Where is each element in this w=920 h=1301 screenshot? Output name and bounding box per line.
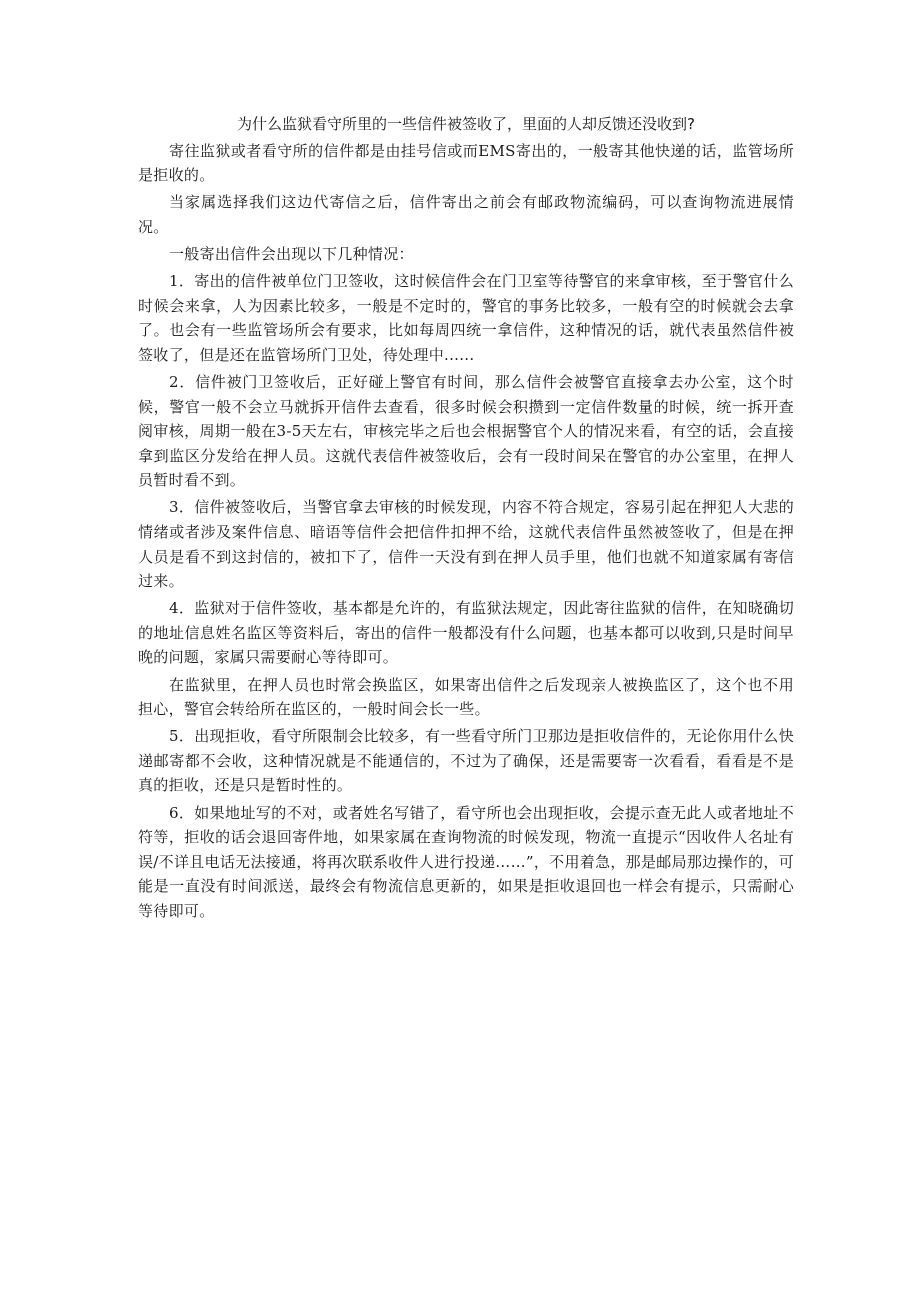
paragraph-item-6: 6．如果地址写的不对，或者姓名写错了，看守所也会出现拒收，会提示查无此人或者地址不符等，拒收的话会退回寄件地，如果家属在查询物流的时候发现，物流一直提示“因收件人名址有误/不详且电话无法接通，将再次联系收件人进行投递……”，不用着急，那是邮局那边操作的，可能是一直没有时间派送，最终会有物流信息更新的，如果是拒收退回也一样会有提示，只需耐心等待即可。	[138, 803, 794, 920]
paragraph-item-4: 4．监狱对于信件签收，基本都是允许的，有监狱法规定，因此寄往监狱的信件，在知晓确切的地址信息姓名监区等资料后，寄出的信件一般都没有什么问题，也基本都可以收到,只是时间早晚的问题，家属只需要耐心等待即可。	[138, 599, 794, 667]
paragraph-item-5: 5．出现拒收，看守所限制会比较多，有一些看守所门卫那边是拒收信件的，无论你用什么快递邮寄都不会收，这种情况就是不能通信的，不过为了确保，还是需要寄一次看看，看看是不是真的拒收，还是只是暂时性的。	[138, 727, 794, 795]
document-body	[138, 112, 794, 924]
paragraph-item-2: 2．信件被门卫签收后，正好碰上警官有时间，那么信件会被警官直接拿去办公室，这个时候，警官一般不会立马就拆开信件去查看，很多时候会积攒到一定信件数量的时候，统一拆开查阅审核，周期一般在3-5天左右，审核完毕之后也会根据警官个人的情况来看，有空的话，会直接拿到监区分发给在押人员。这就代表信件被签收后，会有一段时间呆在警官的办公室里，在押人员暂时看不到。	[138, 372, 794, 490]
paragraph-note: 在监狱里，在押人员也时常会换监区，如果寄出信件之后发现亲人被换监区了，这个也不用担心，警官会转给所在监区的，一般时间会长一些。	[138, 675, 794, 719]
paragraph-item-3: 3．信件被签收后，当警官拿去审核的时候发现，内容不符合规定，容易引起在押犯人大悲的情绪或者涉及案件信息、暗语等信件会把信件扣押不给，这就代表信件虽然被签收了，但是在押人员是看不到这封信的，被扣下了，信件一天没有到在押人员手里，他们也就不知道家属有寄信过来。	[138, 498, 794, 591]
paragraph-item-1: 1．寄出的信件被单位门卫签收，这时候信件会在门卫室等待警官的来拿审核，至于警官什么时候会来拿，人为因素比较多，一般是不定时的，警官的事务比较多，一般有空的时候就会去拿了。也会有一些监管场所会有要求，比如每周四统一拿信件，这种情况的话，就代表虽然信件被签收了，但是还在监管场所门卫处，待处理中......	[138, 272, 794, 364]
paragraph-tracking: 当家属选择我们这边代寄信之后，信件寄出之前会有邮政物流编码，可以查询物流进展情况。	[138, 193, 794, 236]
document-title: 为什么监狱看守所里的一些信件被签收了，里面的人却反馈还没收到?	[237, 115, 695, 133]
paragraph-situations: 一般寄出信件会出现以下几种情况：	[169, 244, 414, 263]
paragraph-intro: 寄往监狱或者看守所的信件都是由挂号信或而EMS寄出的，一般寄其他快递的话，监管场所是拒收的。	[138, 141, 794, 185]
